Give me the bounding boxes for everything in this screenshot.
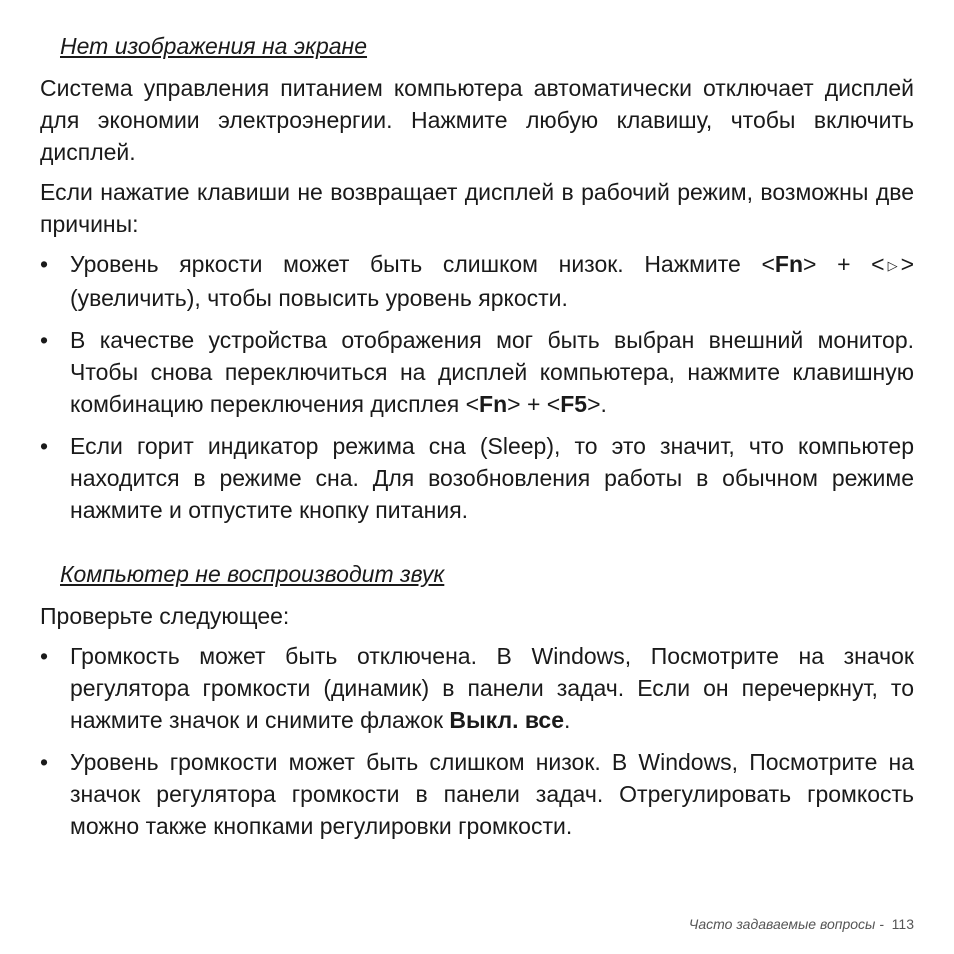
key-fn: Fn xyxy=(479,391,508,417)
footer-text: Часто задаваемые вопросы - xyxy=(688,916,884,932)
bullet-list xyxy=(40,640,914,842)
page-footer xyxy=(689,916,914,932)
bullet-marker: • xyxy=(40,251,49,277)
key-f5: F5 xyxy=(560,391,588,417)
bullet-marker: • xyxy=(40,327,49,353)
page-number: 113 xyxy=(891,916,914,932)
section-title-no-sound: Компьютер не воспроизводит звук xyxy=(60,561,445,587)
mute-all-label: Выкл. все xyxy=(449,707,565,733)
paragraph: Если нажатие клавиши не возвращает дисплей в рабочий режим, возможны две причины: xyxy=(40,179,914,237)
bullet-list xyxy=(40,248,914,526)
key-fn: Fn xyxy=(774,251,804,277)
section-title-no-display: Нет изображения на экране xyxy=(60,33,368,59)
list-item: • Уровень яркости может быть слишком низок. Нажмите <Fn> + < ▷ > (увеличить), чтобы повысить уровень яркости. xyxy=(40,248,914,314)
document-page xyxy=(40,30,914,852)
bullet-marker: • xyxy=(40,643,49,669)
paragraph: Система управления питанием компьютера автоматически отключает дисплей для экономии электроэнергии. Нажмите любую клавишу, чтобы включить дисплей. xyxy=(40,75,914,165)
bullet-marker: • xyxy=(40,433,49,459)
list-item: • В качестве устройства отображения мог быть выбран внешний монитор. Чтобы снова переключиться на дисплей компьютера, нажмите клавишную комбинацию переключения дисплея <Fn> + <F5>. xyxy=(40,324,914,420)
list-item: • Если горит индикатор режима сна (Sleep), то это значит, что компьютер находится в режиме сна. Для возобновления работы в обычном режиме нажмите и отпустите кнопку питания. xyxy=(40,430,914,526)
bullet-marker: • xyxy=(40,749,49,775)
list-item: • Уровень громкости может быть слишком низок. В Windows, Посмотрите на значок регулятора громкости в панели задач. Отрегулировать громкость можно также кнопками регулировки громкости. xyxy=(40,746,914,842)
list-item: • Громкость может быть отключена. В Windows, Посмотрите на значок регулятора громкости (динамик) в панели задач. Если он перечеркнут, то нажмите значок и снимите флажок Выкл. все. xyxy=(40,640,914,736)
paragraph: Проверьте следующее: xyxy=(40,603,290,629)
brightness-up-icon: ▷ xyxy=(887,258,898,273)
